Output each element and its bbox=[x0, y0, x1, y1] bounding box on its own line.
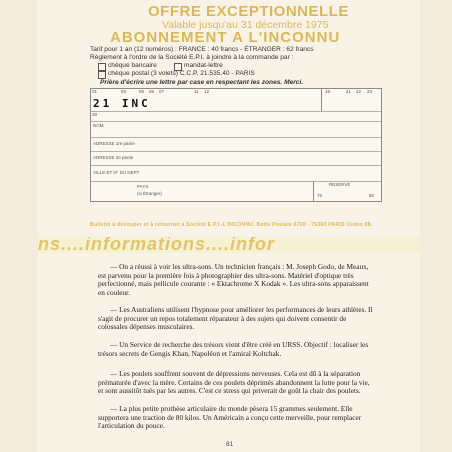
option-postal-cheque: chèque postal (3 volets) C.C.P. 21.535.40 - PARIS bbox=[108, 70, 255, 77]
col-num: 22 bbox=[356, 89, 362, 94]
news-item: — La plus petite prothèse articulaire du monde pèsera 15 grammes seulement. Elle supportera une traction de 80 kilos. Un Américain a conçu cette merveille, pour remplacer l'articulation du pouce. bbox=[98, 404, 362, 431]
checkbox-postal-cheque[interactable] bbox=[98, 71, 106, 79]
city-field[interactable] bbox=[91, 165, 381, 182]
offer-validity: Valable jusqu'au 31 décembre 1975 bbox=[162, 19, 329, 31]
tariff-line: Tarif pour 1 an (12 numéros) : FRANCE : 40 francs - ÉTRANGER : 62 francs bbox=[90, 46, 314, 53]
address-1-label: ADRESSE 1re partie bbox=[93, 141, 135, 146]
address-1-field[interactable] bbox=[91, 137, 381, 152]
offer-title: OFFRE EXCEPTIONNELLE bbox=[148, 3, 349, 20]
news-item: — Les Australiens utilisent l'hypnose pour améliorer les performances de leurs athlètes. Il s'agit de procurer un repos totalement réparateur à des sujets qui doivent consentir de colossales dépenses musculaires. bbox=[98, 305, 373, 332]
name-label: NOM bbox=[93, 123, 104, 128]
city-label: VILLE ET Nº DU DEPT bbox=[93, 170, 140, 175]
form-instruction: Prière d'écrire une lettre par case en respectant les zones. Merci. bbox=[100, 79, 304, 86]
col-num: 12 bbox=[204, 89, 210, 94]
col-num: 19 bbox=[325, 89, 331, 94]
col-num: 05 bbox=[139, 89, 145, 94]
checkbox-bank-cheque[interactable] bbox=[98, 63, 106, 71]
subscription-form bbox=[90, 88, 382, 202]
col-num: 01 bbox=[92, 89, 98, 94]
option-bank-cheque: chèque bancaire bbox=[108, 62, 157, 69]
reserve-label: RESERVE bbox=[329, 182, 351, 187]
informations-banner bbox=[38, 237, 420, 253]
address-2-label: ADRESSE 2e partie bbox=[93, 155, 134, 160]
col-num: 03 bbox=[121, 89, 127, 94]
reserve-76: 76 bbox=[317, 193, 323, 198]
country-sublabel: (si Étranger) bbox=[137, 191, 162, 196]
option-money-order: mandat-lettre bbox=[184, 62, 223, 69]
return-instructions: Bulletin à découper et à retourner à Société E.P.I.-L'INCONNU. Boîte Postale 6708 - 75360 PARIS Cedex 08. bbox=[90, 222, 373, 228]
news-item: — On a réussi à voir les ultra-sons. Un technicien français : M. Joseph Godo, de Meaux, est parvenu pour la première fois à photographier des ultra-sons. Matériel d'optique très perfectionné, mais pellicule courante : « Ektachrome X Kodak ». Les ultra-sons apparaissent en couleur. bbox=[98, 262, 369, 297]
col-num: 07 bbox=[159, 89, 165, 94]
reserve-80: 80 bbox=[369, 193, 375, 198]
name-field[interactable] bbox=[91, 121, 381, 138]
banner-text: ns....informations....infor bbox=[38, 237, 276, 253]
col-num: 23 bbox=[367, 89, 373, 94]
news-item: — Un Service de recherche des trésors vient d'être créé en URSS. Objectif : localiser les trésors secrets de Gengis Khan, Napoléon et l'amiral Koltchak. bbox=[98, 340, 369, 358]
offer-subtitle: ABONNEMENT A L'INCONNU bbox=[110, 29, 341, 46]
country-label: PAYS bbox=[137, 184, 149, 189]
row-29-label: 29 bbox=[92, 112, 98, 117]
col-num: 06 bbox=[149, 89, 155, 94]
news-item: — Les poulets souffrent souvent de dépressions nerveuses. Cela est dû à la séparation prématurée d'avec la mère. Certains de ces poulets déprimés abandonnent la lutte pour la vie, et sont aussitôt tués par les autres. C'est ce stress qui priverait de goût la chair des poulets. bbox=[98, 369, 370, 396]
country-field[interactable] bbox=[91, 181, 381, 201]
subscription-code[interactable]: 21 INC bbox=[93, 97, 151, 110]
page-number: 81 bbox=[226, 441, 234, 448]
address-2-field[interactable] bbox=[91, 151, 381, 166]
magazine-page bbox=[38, 0, 420, 452]
col-num: 21 bbox=[346, 89, 352, 94]
payment-line: Règlement à l'ordre de la Société E.P.I. à joindre à la commande par : bbox=[90, 54, 294, 61]
col-num: 11 bbox=[194, 89, 199, 94]
code-row bbox=[91, 89, 381, 112]
